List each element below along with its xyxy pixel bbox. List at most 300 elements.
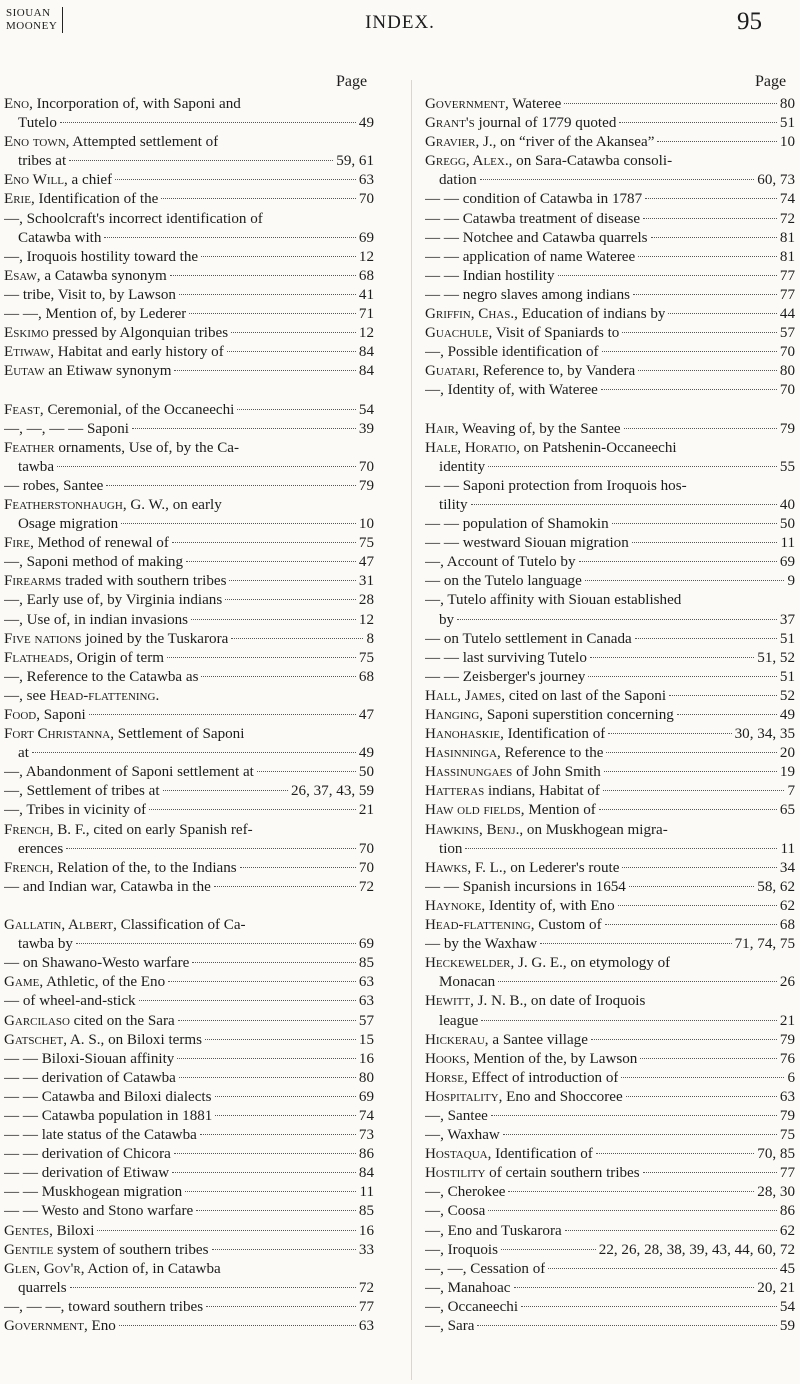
index-entry [4, 114, 374, 133]
entry-text [425, 1126, 500, 1145]
entry-heading: Hair [425, 420, 455, 437]
dot-leader [231, 638, 363, 639]
index-entry [425, 897, 795, 916]
page-reference: 63 [358, 974, 374, 991]
index-entry [4, 859, 374, 878]
entry-text [4, 553, 183, 572]
entry-text [425, 1164, 640, 1183]
entry-subtext: — — Catawba population in 1881 [4, 1107, 213, 1124]
entry-subtext: , Wateree [504, 96, 562, 112]
entry-text [4, 439, 239, 458]
entry-text [4, 725, 244, 744]
entry-subtext: , Reference to the [497, 745, 604, 762]
dot-leader [477, 1325, 776, 1326]
dot-leader [106, 485, 356, 486]
entry-subtext: —, Account of Tutelo by [425, 554, 576, 571]
entry-subtext: , Identification of [500, 726, 606, 743]
entry-subtext: — — Indian hostility [425, 267, 555, 284]
page-reference: 21 [358, 802, 374, 819]
page-reference: 9 [787, 573, 795, 590]
entry-text [425, 1050, 637, 1069]
dot-leader [104, 237, 355, 238]
page-reference: 70 [779, 382, 795, 399]
entry-text [4, 821, 253, 840]
entry-text [4, 190, 158, 209]
entry-text [425, 248, 635, 267]
entry-text [4, 133, 218, 152]
entry-text [425, 343, 599, 362]
index-entry [425, 954, 795, 973]
dot-leader [596, 1153, 754, 1154]
entry-heading: Hanohaskie [425, 726, 501, 743]
entry-subtext: Osage migration [18, 516, 119, 533]
entry-heading: Haynoke [425, 897, 482, 914]
entry-text [425, 992, 645, 1011]
dot-leader [76, 943, 356, 944]
entry-heading: Flatheads [4, 649, 70, 666]
index-entry [425, 1317, 795, 1336]
index-entry [425, 1241, 795, 1260]
entry-subtext: —, Schoolcraft's incorrect identification of [4, 210, 263, 227]
entry-subtext: —, Eno and Tuskarora [425, 1222, 562, 1239]
page-reference: 70 [779, 344, 795, 361]
page-reference: 81 [779, 229, 795, 246]
entry-subtext: — — Catawba and Biloxi dialects [4, 1088, 212, 1105]
entry-subtext: — on Shawano-Westo warfare [4, 955, 190, 972]
page-reference: 58, 62 [757, 878, 795, 895]
series-bottom: MOONEY [6, 20, 58, 32]
page-reference: 79 [779, 420, 795, 437]
entry-subtext: — — population of Shamokin [425, 516, 609, 533]
page-reference: 72 [779, 210, 795, 227]
page-reference: 71, 74, 75 [734, 936, 795, 953]
index-entry [4, 343, 374, 362]
entry-heading: Garcilaso [4, 1012, 70, 1029]
entry-text [425, 744, 603, 763]
entry-subtext: system of southern tribes [53, 1241, 209, 1258]
entry-text [4, 973, 165, 992]
index-entry [4, 1260, 374, 1279]
entry-subtext: — — last surviving Tutelo [425, 649, 587, 666]
dot-leader [603, 790, 785, 791]
dot-leader [488, 466, 777, 467]
entry-heading: Hatteras [425, 783, 485, 800]
index-entry [425, 1050, 795, 1069]
entry-subtext: , Education of indians by [514, 306, 666, 323]
entry-heading: Griffin, Chas. [425, 306, 515, 323]
entry-subtext: , Incorporation of, with Saponi and [29, 96, 241, 112]
page-reference: 68 [358, 668, 374, 685]
index-entry [4, 401, 374, 420]
page-reference: 50 [779, 516, 795, 533]
dot-leader [32, 752, 356, 753]
entry-subtext: — — derivation of Etiwaw [4, 1165, 170, 1182]
entry-subtext: — tribe, Visit to, by Lawson [4, 286, 176, 303]
page-reference: 85 [358, 1203, 374, 1220]
entry-text [4, 1145, 171, 1164]
entry-heading: Hickerau [425, 1031, 485, 1048]
entry-heading: Gentile [4, 1241, 54, 1258]
left-column-page-label: Page [336, 73, 368, 90]
page-reference: 63 [779, 1088, 795, 1105]
entry-text [4, 1126, 197, 1145]
entry-subtext: tawba by [18, 936, 73, 953]
dot-leader [139, 1000, 356, 1001]
index-entry [425, 1012, 795, 1031]
entry-subtext: — on Tutelo settlement in Canada [425, 630, 632, 647]
entry-text [4, 267, 167, 286]
dot-leader [121, 523, 356, 524]
dot-leader [491, 1115, 777, 1116]
dot-leader [115, 179, 356, 180]
entry-heading: Government [4, 1318, 84, 1334]
entry-heading: Eno Will [4, 172, 64, 189]
entry-text [425, 1183, 505, 1202]
page-reference: 70 [358, 191, 374, 208]
page-reference: 60, 73 [757, 172, 795, 189]
entry-text [18, 935, 73, 954]
page-reference: 22, 26, 28, 38, 39, 43, 44, 60, 72 [598, 1241, 795, 1258]
index-entry [425, 1069, 795, 1088]
entry-subtext: , Saponi [36, 707, 86, 723]
index-entry [4, 152, 374, 171]
entry-text [4, 916, 246, 935]
page-reference: 51, 52 [757, 649, 795, 666]
entry-subtext: journal of 1779 quoted [474, 115, 617, 132]
index-entry [425, 591, 795, 610]
dot-leader [599, 809, 777, 810]
entry-text [18, 229, 101, 248]
entry-text [425, 763, 601, 782]
page-reference: 11 [780, 535, 795, 552]
page-reference: 84 [358, 344, 374, 361]
entry-subtext: traded with southern tribes [61, 573, 227, 590]
entry-subtext: —, Occaneechi [425, 1298, 519, 1315]
entry-text [425, 553, 576, 572]
page-reference: 21 [779, 1012, 795, 1029]
entry-subtext: an Etiwaw synonym [44, 363, 172, 380]
index-column-right [425, 95, 795, 1336]
dot-leader [212, 1249, 356, 1250]
page-reference: 20 [779, 745, 795, 762]
entry-subtext: , Origin of term [69, 649, 164, 666]
index-entry [4, 611, 374, 630]
entry-text [4, 477, 103, 496]
entry-text [4, 343, 224, 362]
entry-subtext: pressed by Algonquian tribes [48, 325, 229, 342]
entry-subtext: —, Identity of, with Wateree [425, 382, 598, 399]
index-entry [4, 1222, 374, 1241]
page-number: 95 [737, 8, 762, 35]
entry-text [4, 534, 169, 553]
entry-subtext: , a Santee village [484, 1031, 588, 1048]
entry-text [425, 591, 681, 610]
entry-heading: Fire [4, 535, 31, 552]
index-entry [4, 1183, 374, 1202]
page-reference: 69 [358, 229, 374, 246]
entry-text [439, 840, 462, 859]
index-entry [425, 362, 795, 381]
entry-text [4, 305, 186, 324]
entry-heading: Government [425, 96, 505, 112]
page-reference: 77 [358, 1298, 374, 1315]
dot-leader [622, 332, 777, 333]
entry-subtext: , Custom of [530, 917, 602, 934]
entry-heading: Hostaqua [425, 1146, 488, 1163]
entry-text [425, 821, 668, 840]
dot-leader [601, 389, 777, 390]
index-entry [4, 782, 374, 801]
entry-subtext: — by the Waxhaw [425, 936, 538, 953]
entry-text [4, 782, 160, 801]
index-entry [425, 1279, 795, 1298]
dot-leader [227, 351, 356, 352]
index-entry [4, 1202, 374, 1221]
entry-text [4, 1050, 174, 1069]
page-reference: 62 [779, 897, 795, 914]
dot-leader [481, 1020, 777, 1021]
page-reference: 86 [779, 1203, 795, 1220]
index-entry [4, 1145, 374, 1164]
index-entry [4, 1164, 374, 1183]
index-entry [425, 611, 795, 630]
entry-subtext: , B. F., cited on early Spanish ref- [49, 821, 253, 838]
dot-leader [457, 619, 777, 620]
index-entry [425, 782, 795, 801]
entry-subtext: , Attempted settlement of [65, 134, 219, 151]
index-entry [4, 1088, 374, 1107]
entry-text [18, 152, 66, 171]
entry-subtext: , Identity of, with Eno [481, 897, 615, 914]
entry-subtext: at [18, 745, 29, 762]
index-entry [425, 229, 795, 248]
index-entry [4, 840, 374, 859]
dot-leader [624, 428, 777, 429]
page-reference: 59 [779, 1318, 795, 1334]
page-reference: 16 [358, 1050, 374, 1067]
entry-heading: Guachule [425, 325, 489, 342]
index-entry [425, 1126, 795, 1145]
dot-leader [633, 294, 777, 295]
index-entry [425, 343, 795, 362]
dot-leader [200, 1134, 356, 1135]
dot-leader [508, 1191, 754, 1192]
index-entry [425, 324, 795, 343]
dot-leader [174, 1153, 356, 1154]
entry-text [439, 171, 477, 190]
index-entry [425, 210, 795, 229]
entry-subtext: , on Muskhogean migra- [519, 821, 668, 838]
entry-text [4, 611, 188, 630]
entry-subtext: — — Saponi protection from Iroquois hos- [425, 477, 687, 494]
index-entry [425, 916, 795, 935]
page-reference: 11 [359, 1184, 374, 1201]
index-entry [4, 916, 374, 935]
dot-leader [503, 1134, 777, 1135]
entry-subtext: —, Reference to the Catawba as [4, 668, 199, 685]
dot-leader [70, 1287, 356, 1288]
dot-leader [602, 351, 777, 352]
index-entry [4, 1050, 374, 1069]
section-gap [4, 381, 374, 400]
dot-leader [579, 561, 777, 562]
cross-reference: Head-flattening [49, 687, 156, 704]
entry-subtext: —, Santee [425, 1107, 488, 1124]
entry-subtext: Catawba with [18, 229, 102, 246]
entry-subtext: tion [439, 840, 463, 857]
index-entry [425, 649, 795, 668]
entry-subtext: — — negro slaves among indians [425, 286, 630, 303]
entry-text [4, 286, 176, 305]
index-entry [425, 267, 795, 286]
entry-text [4, 706, 86, 725]
entry-text [425, 1069, 618, 1088]
index-entry [4, 420, 374, 439]
entry-text [4, 763, 254, 782]
dot-leader [540, 943, 732, 944]
dot-leader [206, 1306, 356, 1307]
dot-leader [564, 103, 777, 104]
dot-leader [177, 1058, 356, 1059]
index-entry [425, 992, 795, 1011]
index-entry [425, 668, 795, 687]
page-reference: 80 [779, 363, 795, 380]
dot-leader [645, 198, 777, 199]
page-reference: 79 [779, 1107, 795, 1124]
page-reference: 68 [358, 267, 374, 284]
dot-leader [174, 370, 355, 371]
entry-text [425, 1317, 474, 1336]
entry-heading: Hawkins, Benj. [425, 821, 520, 838]
index-entry [4, 553, 374, 572]
entry-text [4, 362, 171, 381]
dot-leader [585, 580, 785, 581]
entry-subtext: — of wheel-and-stick [4, 993, 136, 1010]
index-column-left [4, 95, 374, 1336]
entry-text [425, 668, 585, 687]
index-entry [425, 973, 795, 992]
entry-text [439, 496, 468, 515]
dot-leader [501, 1249, 596, 1250]
entry-heading: Feather [4, 439, 55, 456]
dot-leader [168, 981, 356, 982]
page-reference: 69 [358, 936, 374, 953]
entry-text [4, 649, 164, 668]
entry-subtext: , Biloxi [49, 1222, 95, 1239]
index-entry [4, 687, 374, 706]
index-entry [4, 1012, 374, 1031]
dot-leader [237, 409, 356, 410]
entry-subtext: — — Catawba treatment of disease [425, 210, 641, 227]
index-entry [425, 1222, 795, 1241]
page-reference: 51 [779, 630, 795, 647]
dot-leader [640, 1058, 777, 1059]
entry-subtext: —, Settlement of tribes at [4, 783, 160, 800]
dot-leader [60, 122, 356, 123]
page-reference: 10 [358, 516, 374, 533]
dot-leader [163, 790, 288, 791]
entry-subtext: , Eno and Shoccoree [498, 1088, 623, 1105]
entry-text [425, 286, 630, 305]
dot-leader [677, 714, 777, 715]
page-reference: 40 [779, 496, 795, 513]
entry-heading: Glen, Gov'r [4, 1260, 81, 1277]
entry-subtext: — — Westo and Stono warfare [4, 1203, 194, 1220]
entry-text [425, 229, 648, 248]
entry-heading: Five nations [4, 630, 82, 647]
dot-leader [622, 867, 777, 868]
index-entry [425, 1298, 795, 1317]
entry-subtext: , Method of renewal of [30, 535, 169, 552]
dot-leader [132, 428, 356, 429]
page-reference: 51 [779, 115, 795, 132]
entry-text [4, 591, 222, 610]
entry-subtext: ornaments, Use of, by the Ca- [54, 439, 239, 456]
page-reference: 44 [779, 306, 795, 323]
index-entry [425, 152, 795, 171]
page-reference: 47 [358, 707, 374, 723]
dot-leader [69, 160, 333, 161]
page-reference: 49 [358, 745, 374, 762]
entry-subtext: —, Iroquois hostility toward the [4, 248, 199, 265]
entry-subtext: , on Lederer's route [502, 859, 620, 876]
entry-text [4, 954, 189, 973]
page-reference: 73 [358, 1127, 374, 1144]
entry-text [439, 611, 454, 630]
entry-text [425, 114, 616, 133]
page-reference: 12 [358, 325, 374, 342]
entry-heading: Gravier [425, 134, 476, 151]
dot-leader [240, 867, 356, 868]
entry-subtext: , G. W., on early [122, 496, 222, 513]
page-reference: 63 [358, 1318, 374, 1334]
entry-text [425, 630, 632, 649]
index-entry [4, 133, 374, 152]
page-reference: 75 [779, 1127, 795, 1144]
index-entry [4, 1031, 374, 1050]
entry-subtext: , Athletic, of the Eno [39, 974, 166, 991]
entry-subtext: Monacan [439, 974, 496, 991]
entry-text [18, 515, 118, 534]
section-gap [4, 897, 374, 916]
entry-text [425, 1298, 518, 1317]
entry-subtext: — — Biloxi-Siouan affinity [4, 1050, 175, 1067]
entry-text [4, 210, 263, 229]
index-entry [425, 878, 795, 897]
index-entry [4, 458, 374, 477]
dot-leader [185, 1191, 356, 1192]
entry-heading: Feast [4, 401, 40, 418]
entry-heading: Grant's [425, 115, 475, 132]
page-reference: 30, 34, 35 [734, 726, 795, 743]
dot-leader [201, 676, 355, 677]
dot-leader [192, 962, 356, 963]
entry-heading: Hawks, F. L. [425, 859, 503, 876]
entry-heading: Hospitality [425, 1088, 499, 1105]
entry-subtext: , Reference to, by Vandera [475, 363, 636, 380]
entry-subtext: —, Coosa [425, 1203, 486, 1220]
index-entry [425, 496, 795, 515]
entry-text [4, 1298, 203, 1317]
entry-text [4, 496, 222, 515]
page-reference: 72 [358, 878, 374, 895]
entry-subtext: , on Sara-Catawba consoli- [508, 153, 673, 170]
entry-heading: Hostility [425, 1165, 486, 1182]
index-entry [425, 95, 795, 114]
entry-subtext: , Identification of [487, 1146, 593, 1163]
dot-leader [604, 771, 777, 772]
dot-leader [514, 1287, 755, 1288]
